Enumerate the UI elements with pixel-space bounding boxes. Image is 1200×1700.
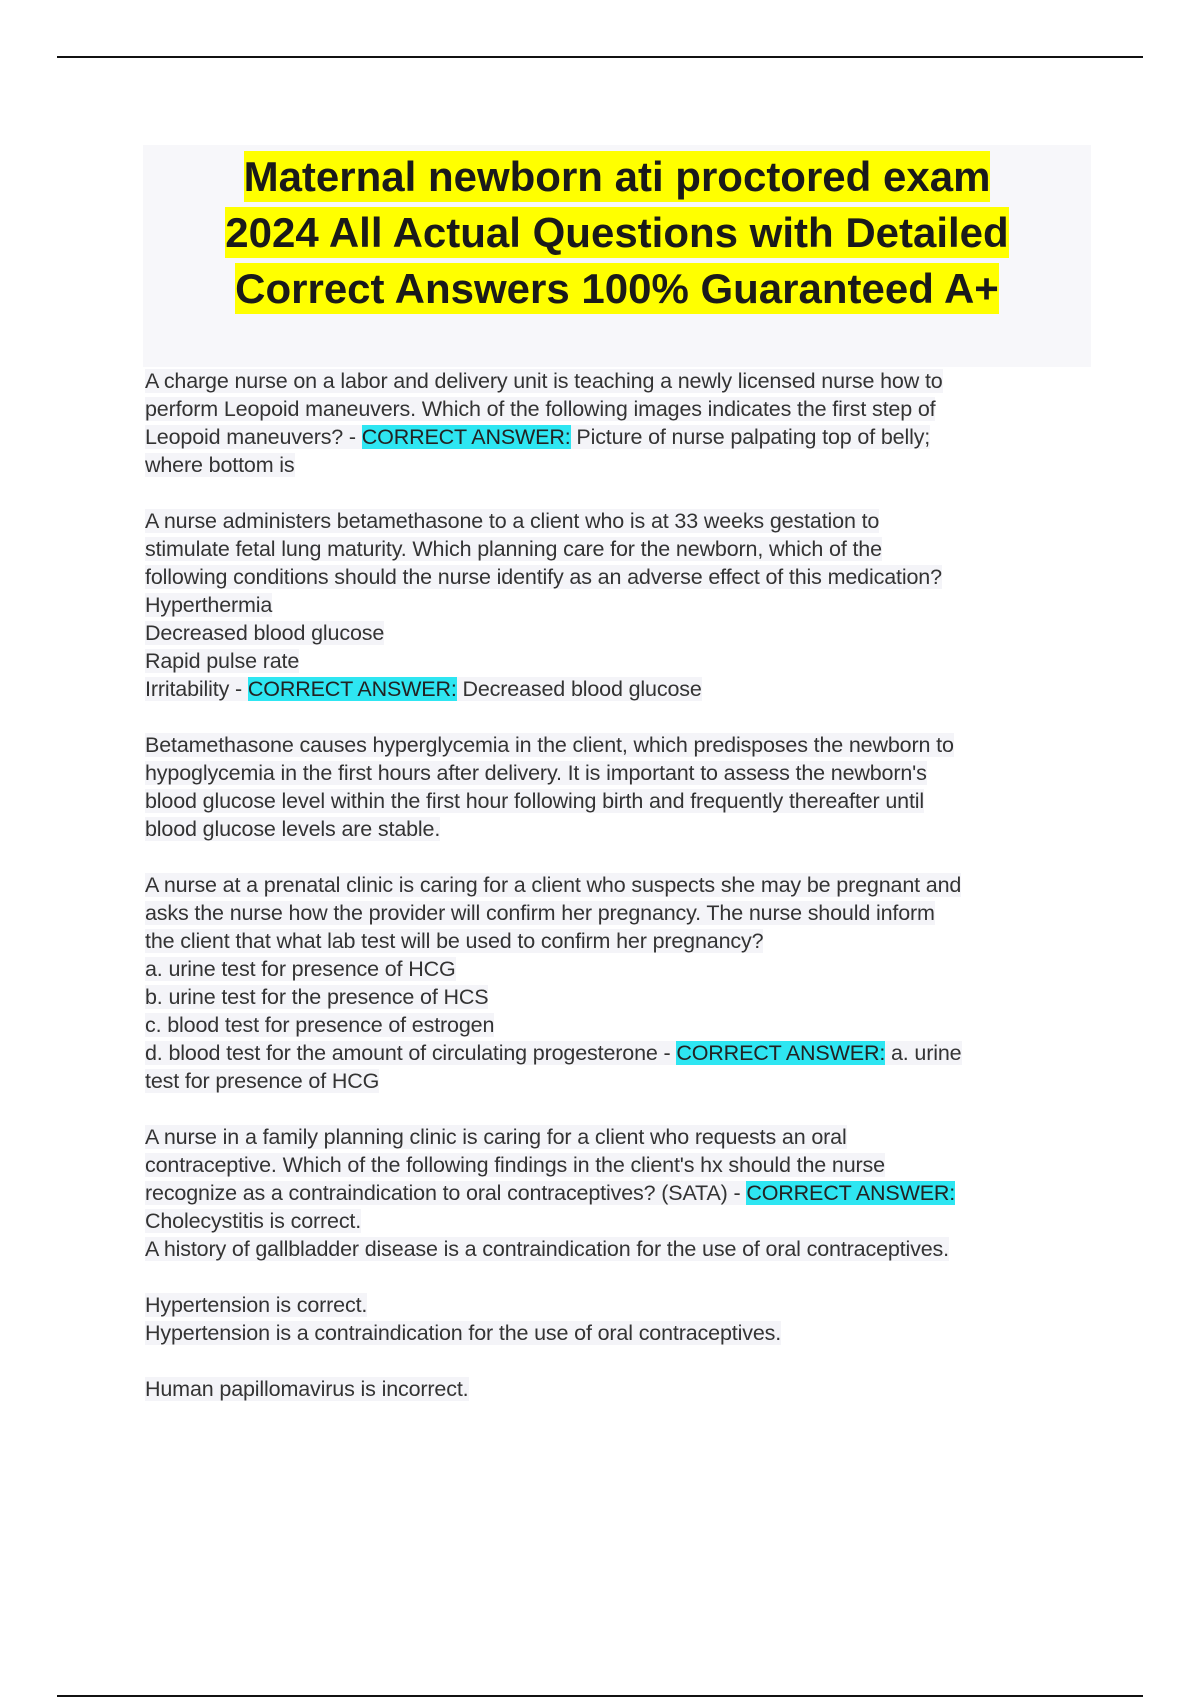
title-line-3: Correct Answers 100% Guaranteed A+: [235, 265, 999, 312]
top-rule: [57, 56, 1143, 58]
question-text: following conditions should the nurse identify as an adverse effect of this medication?: [145, 565, 942, 589]
correct-answer-label: CORRECT ANSWER:: [746, 1181, 956, 1205]
answer-text: where bottom is: [145, 453, 295, 477]
rationale-hpv: [145, 1375, 1090, 1403]
correct-answer-label: CORRECT ANSWER:: [247, 677, 457, 701]
rationale-betamethasone: [145, 731, 1090, 843]
title-line-2: 2024 All Actual Questions with Detailed: [225, 209, 1009, 256]
document-title: [143, 145, 1091, 317]
question-text: Leopoid maneuvers? -: [145, 425, 362, 449]
question-text: A nurse administers betamethasone to a client who is at 33 weeks gestation to: [145, 509, 880, 533]
bottom-rule: [57, 1695, 1143, 1697]
option-text: b. urine test for the presence of HCS: [145, 985, 489, 1009]
answer-text: Hypertension is correct.: [145, 1293, 368, 1317]
title-box: [143, 145, 1091, 367]
question-text: the client that what lab test will be used to confirm her pregnancy?: [145, 929, 764, 953]
option-text: Irritability -: [145, 677, 248, 701]
answer-text: Human papillomavirus is incorrect.: [145, 1377, 469, 1401]
correct-answer-label: CORRECT ANSWER:: [676, 1041, 886, 1065]
question-text: A charge nurse on a labor and delivery unit is teaching a newly licensed nurse how to: [145, 369, 943, 393]
option-text: d. blood test for the amount of circulating progesterone -: [145, 1041, 677, 1065]
rationale-text: hypoglycemia in the first hours after delivery. It is important to assess the newborn's: [145, 761, 927, 785]
correct-answer-label: CORRECT ANSWER:: [361, 425, 571, 449]
rationale-text: blood glucose levels are stable.: [145, 817, 441, 841]
answer-text: a. urine: [885, 1041, 962, 1065]
question-leopold: [145, 367, 1090, 479]
question-text: asks the nurse how the provider will confirm her pregnancy. The nurse should inform: [145, 901, 935, 925]
option-text: Rapid pulse rate: [145, 649, 300, 673]
document-body: [145, 367, 1090, 1431]
question-text: A nurse at a prenatal clinic is caring for a client who suspects she may be pregnant and: [145, 873, 962, 897]
rationale-text: Hypertension is a contraindication for the use of oral contraceptives.: [145, 1321, 782, 1345]
rationale-text: A history of gallbladder disease is a contraindication for the use of oral contraceptives.: [145, 1237, 949, 1261]
question-betamethasone: [145, 507, 1090, 703]
question-text: contraceptive. Which of the following findings in the client's hx should the nurse: [145, 1153, 885, 1177]
rationale-text: blood glucose level within the first hour following birth and frequently thereafter until: [145, 789, 925, 813]
option-text: Decreased blood glucose: [145, 621, 385, 645]
question-text: stimulate fetal lung maturity. Which planning care for the newborn, which of the: [145, 537, 882, 561]
question-pregnancy-test: [145, 871, 1090, 1095]
question-oral-contraceptive: [145, 1123, 1090, 1263]
option-text: a. urine test for presence of HCG: [145, 957, 456, 981]
option-text: Hyperthermia: [145, 593, 273, 617]
option-text: c. blood test for presence of estrogen: [145, 1013, 495, 1037]
question-text: A nurse in a family planning clinic is caring for a client who requests an oral: [145, 1125, 847, 1149]
answer-text: Decreased blood glucose: [456, 677, 702, 701]
question-text: perform Leopoid maneuvers. Which of the following images indicates the first step of: [145, 397, 936, 421]
answer-text: test for presence of HCG: [145, 1069, 380, 1093]
answer-text: Cholecystitis is correct.: [145, 1209, 362, 1233]
rationale-text: Betamethasone causes hyperglycemia in the client, which predisposes the newborn to: [145, 733, 954, 757]
title-line-1: Maternal newborn ati proctored exam: [243, 153, 991, 200]
question-text: recognize as a contraindication to oral contraceptives? (SATA) -: [145, 1181, 747, 1205]
rationale-hypertension: [145, 1291, 1090, 1347]
answer-text: Picture of nurse palpating top of belly;: [570, 425, 931, 449]
